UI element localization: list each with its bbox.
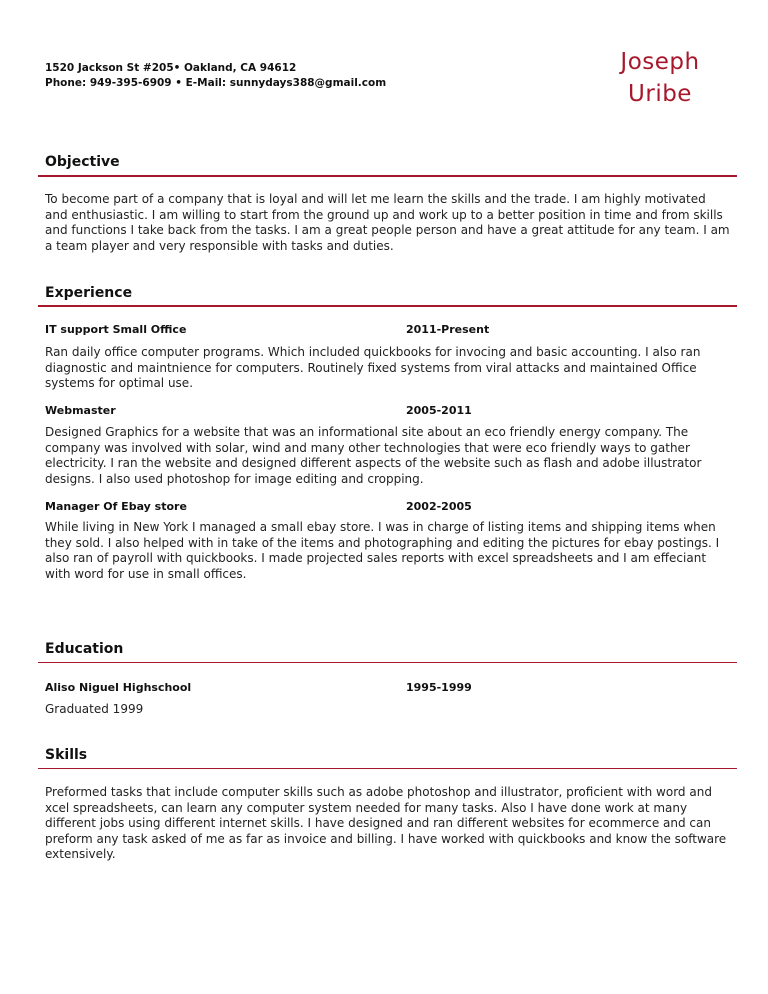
contact-block xyxy=(45,61,386,91)
experience-rule xyxy=(38,305,737,307)
first-name: Joseph xyxy=(620,49,700,75)
last-name: Uribe xyxy=(628,81,692,107)
school-name: Aliso Niguel Highschool xyxy=(45,681,192,694)
job-dates: 2011-Present xyxy=(406,323,490,336)
objective-rule xyxy=(38,175,737,177)
school-dates: 1995-1999 xyxy=(406,681,472,694)
education-heading: Education xyxy=(45,641,124,657)
job-description: While living in New York I managed a small ebay store. I was in charge of listing items and shipping items when they sold. I also helped with in take of the items and photographing and editing the pictures for ebay postings. I also ran of payroll with quickbooks. I made projected sales reports with excel spreadsheets and I am effeciant with word for use in small offices. xyxy=(45,520,720,581)
job-description: Ran daily office computer programs. Which included quickbooks for invocing and basic accounting. I also ran diagnostic and maintnience for computers. Routinely fixed systems from viral attacks and maintained Office systems for optimal use. xyxy=(45,345,701,391)
experience-heading: Experience xyxy=(45,285,133,301)
education-rule xyxy=(38,662,737,663)
job-title: Manager Of Ebay store xyxy=(45,500,187,513)
job-dates: 2002-2005 xyxy=(406,500,472,513)
skills-heading: Skills xyxy=(45,747,88,763)
job-title: IT support Small Office xyxy=(45,323,187,336)
address-line: 1520 Jackson St #205• Oakland, CA 94612 xyxy=(45,62,297,74)
objective-heading: Objective xyxy=(45,154,120,170)
phone-email-line: Phone: 949-395-6909 • E-Mail: sunnydays388@gmail.com xyxy=(45,77,387,89)
education-detail: Graduated 1999 xyxy=(45,702,144,716)
job-title: Webmaster xyxy=(45,404,116,417)
applicant-name xyxy=(600,46,720,110)
job-description: Designed Graphics for a website that was an informational site about an eco friendly energy company. The company was involved with solar, wind and many other technologies that were eco friendly ways to gather electricity. I ran the website and designed different aspects of the website such as flash and adobe illustrator designs. I also used photoshop for image editing and cropping. xyxy=(45,425,702,486)
objective-text: To become part of a company that is loyal and will let me learn the skills and the trade. I am highly motivated and enthusiastic. I am willing to start from the ground up and work up to a better position in time and from skills and functions I take back from the tasks. I am a great people person and have a great attitude for any team. I am a team player and very responsible with tasks and duties. xyxy=(45,192,730,253)
job-dates: 2005-2011 xyxy=(406,404,472,417)
skills-rule xyxy=(38,768,737,769)
skills-text: Preformed tasks that include computer skills such as adobe photoshop and illustrator, proficient with word and xcel spreadsheets, can learn any computer system needed for many tasks. Also I have done work at many different jobs using different internet skills. I have designed and ran different websites for ecommerce and can preform any task asked of me as far as invoice and billing. I have worked with quickbooks and know the software extensively. xyxy=(45,785,727,862)
